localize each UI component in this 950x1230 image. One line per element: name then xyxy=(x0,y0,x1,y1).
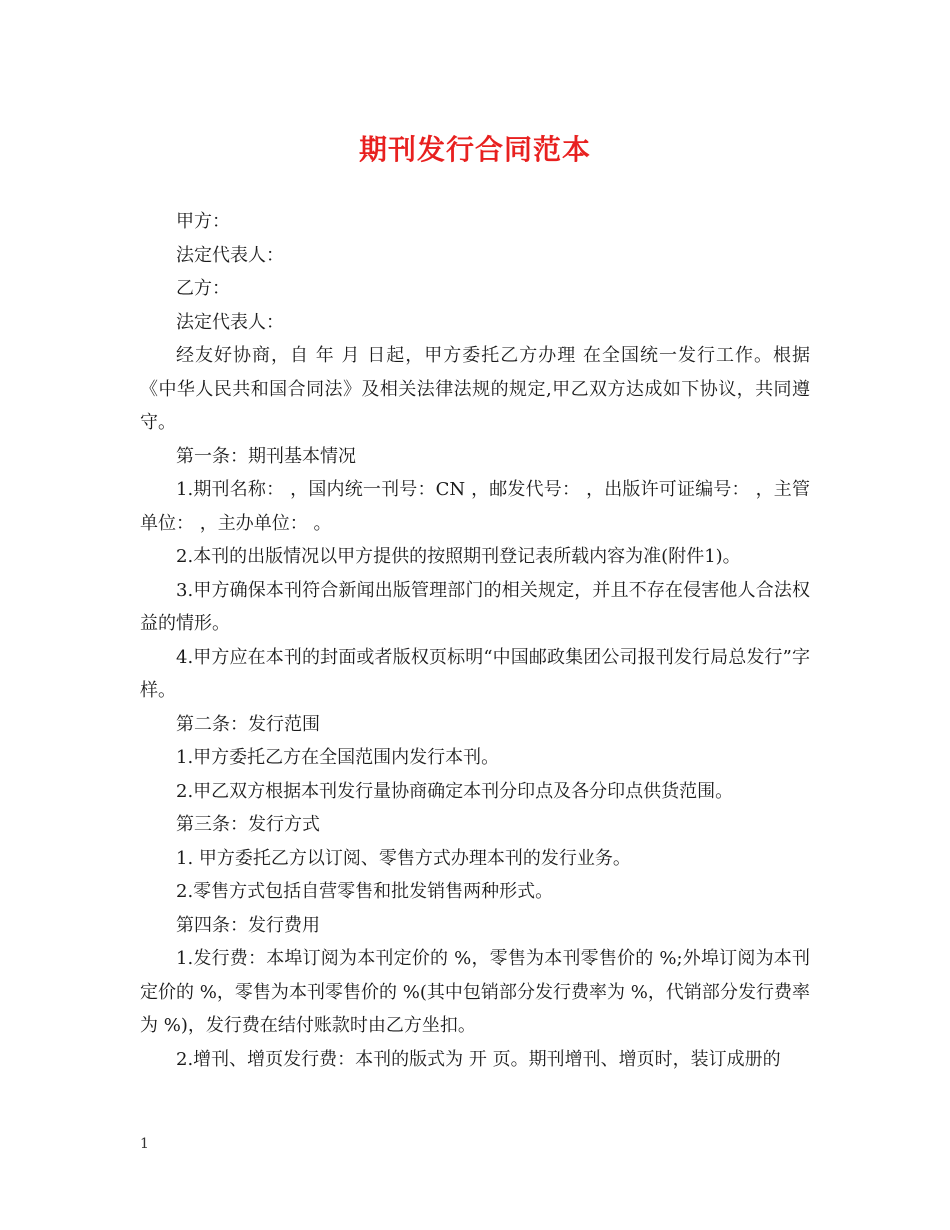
paragraph-preamble: 经友好协商，自 年 月 日起，甲方委托乙方办理 在全国统一发行工作。根据《中华人民共和国合同法》及相关法律法规的规定,甲乙双方达成如下协议，共同遵守。 xyxy=(140,345,810,433)
article-4-item-2: 2.增刊、增页发行费：本刊的版式为 开 页。期刊增刊、增页时，装订成册的 xyxy=(176,1048,781,1070)
paragraph-party-a-rep: 法定代表人： xyxy=(176,244,284,266)
article-3-heading: 第三条：发行方式 xyxy=(176,814,320,835)
article-1-item-2: 2.本刊的出版情况以甲方提供的按照期刊登记表所载内容为准(附件1)。 xyxy=(176,546,741,567)
article-2-item-1: 1.甲方委托乙方在全国范围内发行本刊。 xyxy=(176,747,500,768)
document-body xyxy=(140,205,810,1076)
document-title: 期刊发行合同范本 xyxy=(358,133,591,166)
article-2-heading: 第二条：发行范围 xyxy=(176,713,320,735)
article-1-heading: 第一条：期刊基本情况 xyxy=(176,445,356,467)
paragraph-party-b: 乙方： xyxy=(176,278,230,299)
article-2-item-2: 2.甲乙双方根据本刊发行量协商确定本刊分印点及各分印点供货范围。 xyxy=(176,780,734,802)
paragraph-party-b-rep: 法定代表人： xyxy=(176,311,284,333)
article-3-item-1: 1. 甲方委托乙方以订阅、零售方式办理本刊的发行业务。 xyxy=(176,847,631,869)
paragraph-party-a: 甲方： xyxy=(176,211,230,232)
article-1-item-3: 3.甲方确保本刊符合新闻出版管理部门的相关规定，并且不存在侵害他人合法权益的情形。 xyxy=(140,579,810,634)
page-number: 1 xyxy=(140,1136,149,1152)
article-4-item-1: 1.发行费：本埠订阅为本刊定价的 %，零售为本刊零售价的 %;外埠订阅为本刊定价的 %，零售为本刊零售价的 %(其中包销部分发行费率为 %，代销部分发行费率为 %)，发行费在结付账款时由乙方坐扣。 xyxy=(140,948,810,1036)
article-1-item-1: 1.期刊名称： ，国内统一刊号：CN ，邮发代号： ，出版许可证编号： ，主管单位： ，主办单位： 。 xyxy=(140,479,810,534)
article-4-heading: 第四条：发行费用 xyxy=(176,914,320,936)
article-3-item-2: 2.零售方式包括自营零售和批发销售两种形式。 xyxy=(176,881,554,902)
article-1-item-4: 4.甲方应在本刊的封面或者版权页标明“中国邮政集团公司报刊发行局总发行”字样。 xyxy=(140,646,810,701)
